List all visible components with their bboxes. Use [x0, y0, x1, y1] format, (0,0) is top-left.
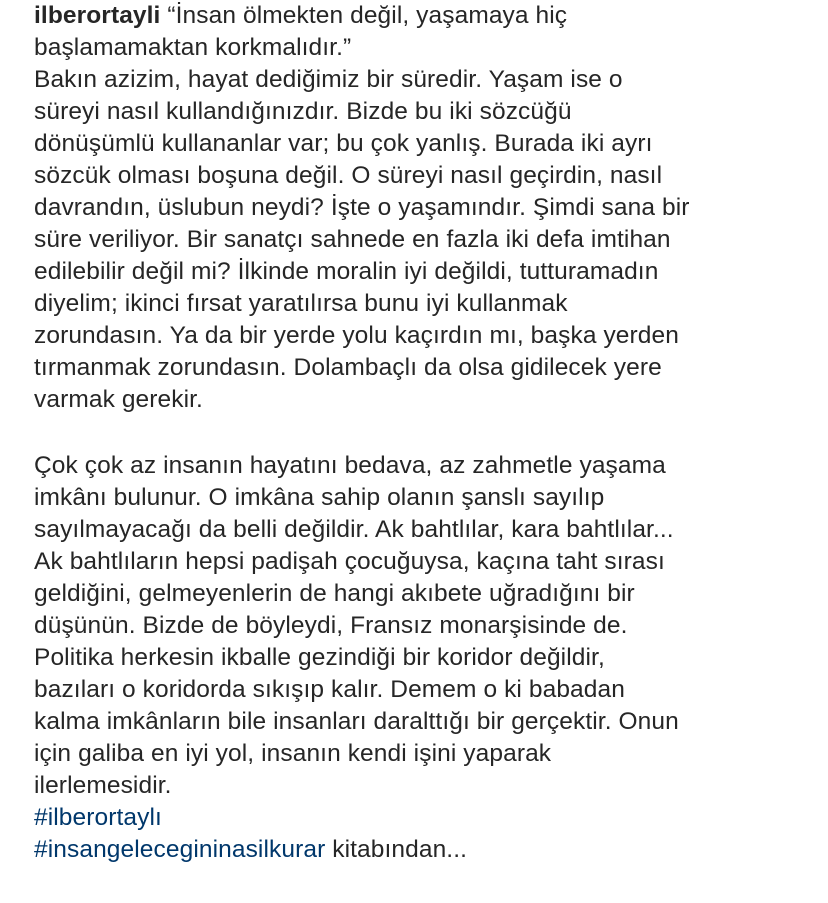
caption-line: Bakın azizim, hayat dediğimiz bir süredir. Yaşam ise o	[34, 66, 623, 93]
caption-line: davrandın, üslubun neydi? İşte o yaşamındır. Şimdi sana bir	[34, 194, 690, 221]
username-link[interactable]: ilberortayli	[34, 2, 161, 29]
caption-line: süreyi nasıl kullandığınızdır. Bizde bu iki sözcüğü	[34, 98, 572, 125]
paragraph-gap	[34, 416, 824, 450]
caption-paragraph-1	[34, 32, 824, 416]
caption-line: süre veriliyor. Bir sanatçı sahnede en fazla iki defa imtihan	[34, 226, 671, 253]
hashtag-link[interactable]: #ilberortaylı	[34, 804, 162, 831]
caption-line: için galiba en iyi yol, insanın kendi işini yaparak	[34, 740, 552, 767]
caption-line: imkânı bulunur. O imkâna sahip olanın şanslı sayılıp	[34, 484, 605, 511]
suffix-text: kitabından...	[325, 836, 468, 863]
caption-line: tırmanmak zorundasın. Dolambaçlı da olsa gidilecek yere	[34, 354, 662, 381]
caption-line: varmak gerekir.	[34, 386, 203, 413]
caption-paragraph-2	[34, 450, 824, 802]
caption-line: Ak bahtlıların hepsi padişah çocuğuysa, kaçına taht sırası	[34, 548, 665, 575]
caption-line: sözcük olması boşuna değil. O süreyi nasıl geçirdin, nasıl	[34, 162, 663, 189]
caption-line: Politika herkesin ikballe gezindiği bir koridor değildir,	[34, 644, 605, 671]
caption-line: başlamamaktan korkmalıdır.”	[34, 34, 352, 61]
post-caption	[34, 0, 824, 866]
hashtag-line-2	[34, 834, 824, 866]
hashtag-link[interactable]: #insangelecegininasilkurar	[34, 836, 326, 863]
caption-line: geldiğini, gelmeyenlerin de hangi akıbete uğradığını bir	[34, 580, 635, 607]
caption-line: diyelim; ikinci fırsat yaratılırsa bunu iyi kullanmak	[34, 290, 568, 317]
caption-line: düşünün. Bizde de böyleydi, Fransız monarşisinde de.	[34, 612, 628, 639]
caption-line: dönüşümlü kullananlar var; bu çok yanlış. Burada iki ayrı	[34, 130, 653, 157]
caption-line: Çok çok az insanın hayatını bedava, az zahmetle yaşama	[34, 452, 666, 479]
caption-line: ilerlemesidir.	[34, 772, 172, 799]
caption-first-line	[34, 0, 824, 32]
hashtag-line-1	[34, 802, 824, 834]
caption-line: kalma imkânların bile insanları daralttığı bir gerçektir. Onun	[34, 708, 679, 735]
quote-text: “İnsan ölmekten değil, yaşamaya hiç	[160, 2, 568, 29]
caption-line: zorundasın. Ya da bir yerde yolu kaçırdın mı, başka yerden	[34, 322, 679, 349]
caption-line: bazıları o koridorda sıkışıp kalır. Demem o ki babadan	[34, 676, 625, 703]
caption-line: sayılmayacağı da belli değildir. Ak bahtlılar, kara bahtlılar...	[34, 516, 674, 543]
caption-line: edilebilir değil mi? İlkinde moralin iyi değildi, tutturamadın	[34, 258, 659, 285]
